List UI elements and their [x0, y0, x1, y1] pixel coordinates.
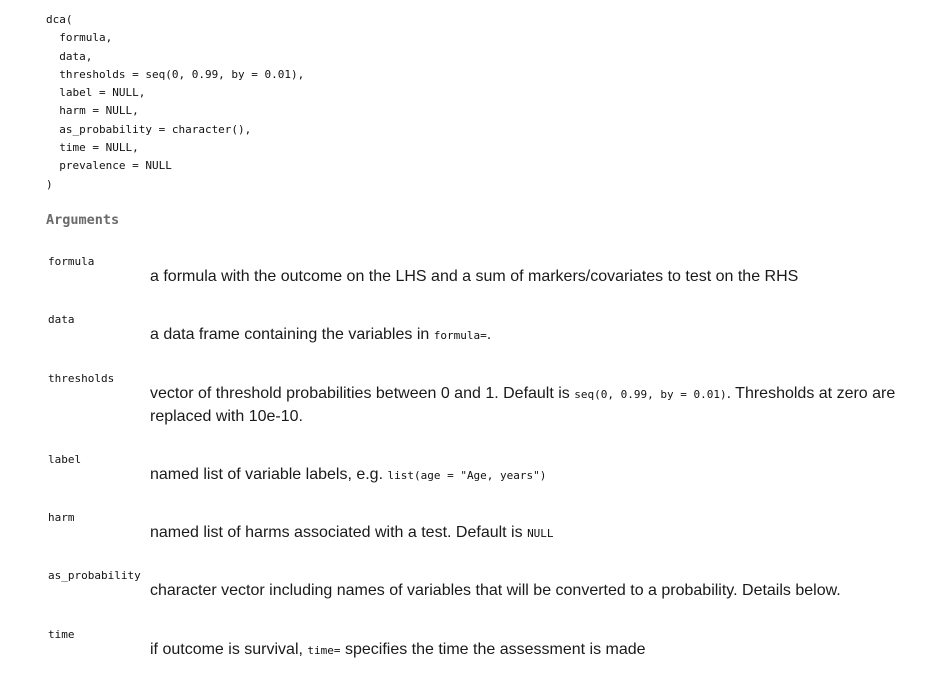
arg-desc-time [150, 639, 932, 662]
arg-desc-code: NULL [527, 527, 554, 540]
arg-name-thresholds: thresholds [48, 372, 115, 385]
arg-desc-text: a data frame containing the variables in [150, 326, 434, 343]
usage-line: formula, [46, 31, 113, 45]
arg-desc-label [150, 464, 932, 487]
arg-desc-data [150, 324, 932, 347]
usage-line: prevalence = NULL [46, 159, 172, 173]
usage-line: as_probability = character(), [46, 122, 252, 136]
arg-desc-code: seq(0, 0.99, by = 0.01) [574, 388, 727, 401]
arg-desc-formula [150, 266, 932, 288]
arg-desc-code: formula= [433, 329, 487, 342]
arg-name-data: data [48, 313, 75, 326]
usage-line: dca( [46, 13, 73, 26]
arg-desc-text: a formula with the outcome on the LHS and a sum of markers/covariates to test on the RHS [150, 268, 799, 285]
usage-line: thresholds = seq(0, 0.99, by = 0.01), [46, 67, 305, 81]
arg-name-label: label [48, 453, 82, 466]
arg-desc-harm [150, 522, 932, 545]
arg-desc-text-after: . Thresholds at zero are replaced with 10e-10. [150, 385, 896, 425]
arg-desc-thresholds [150, 383, 932, 428]
arg-name-harm: harm [48, 511, 75, 524]
arg-desc-code: time= [307, 644, 341, 657]
arg-desc-text: named list of harms associated with a test. Default is [150, 524, 528, 541]
arguments-heading: Arguments [46, 212, 120, 228]
arg-desc-code: list(age = "Age, years") [387, 469, 547, 482]
arg-name-as-probability: as_probability [48, 569, 141, 582]
usage-line: ) [46, 177, 53, 191]
arg-desc-text: named list of variable labels, e.g. [150, 466, 388, 483]
usage-line: data, [46, 49, 93, 63]
arg-name-time: time [48, 628, 75, 641]
usage-line: label = NULL, [46, 86, 146, 100]
arg-name-formula: formula [48, 255, 95, 268]
usage-line: harm = NULL, [46, 104, 139, 118]
arg-desc-text: character vector including names of variables that will be converted to a probability. Details below. [150, 582, 841, 599]
arg-desc-as-probability [150, 580, 932, 602]
arg-desc-text-after: . [486, 326, 492, 343]
usage-code-block [46, 11, 304, 194]
arg-desc-text: if outcome is survival, [150, 641, 308, 658]
arg-desc-text-after: specifies the time the assessment is made [340, 641, 646, 658]
arg-desc-text: vector of threshold probabilities between 0 and 1. Default is [150, 385, 575, 402]
usage-line: time = NULL, [46, 141, 139, 155]
